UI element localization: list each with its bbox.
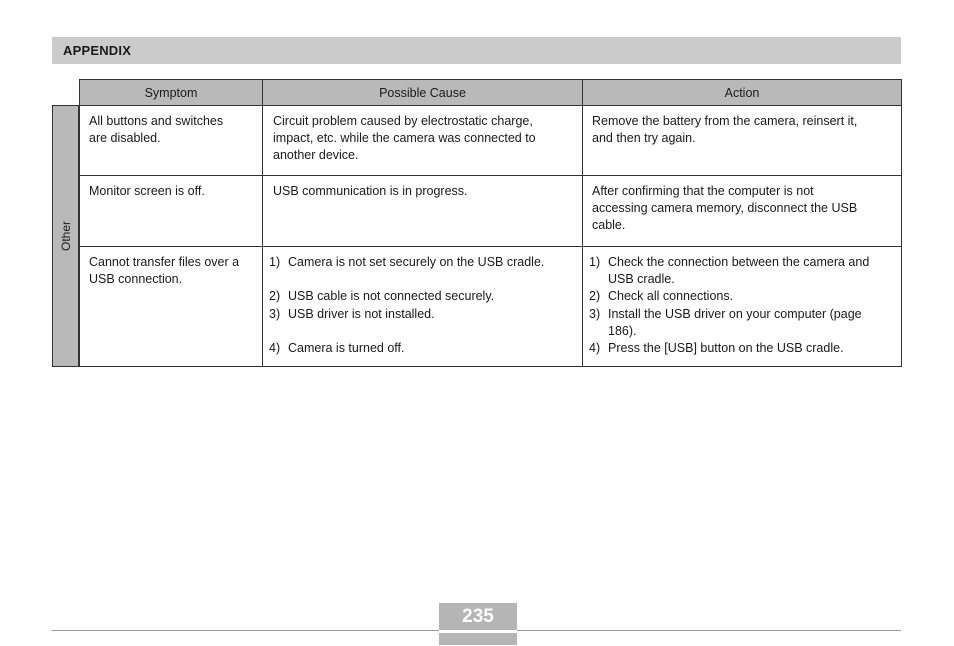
- list-item: [589, 340, 891, 357]
- category-label-text: Other: [58, 220, 73, 252]
- list-text: Press the [USB] button on the USB cradle.: [608, 341, 844, 356]
- header-possible-cause: Possible Cause: [263, 80, 583, 106]
- text-line: impact, etc. while the camera was connected to: [273, 131, 536, 146]
- page-number-badge: [439, 603, 517, 645]
- list-text: Install the USB driver on your computer (page 186).: [608, 306, 862, 338]
- list-item: [269, 306, 572, 323]
- list-number: 2): [589, 289, 601, 304]
- cause-cell: [263, 247, 583, 367]
- symptom-cell: [80, 176, 263, 247]
- action-cell: [583, 176, 902, 247]
- text-line: and then try again.: [592, 131, 696, 146]
- table-header-row: [80, 80, 902, 106]
- text-line: another device.: [273, 148, 359, 163]
- text-line: USB connection.: [89, 272, 183, 287]
- table-row: [80, 176, 902, 247]
- category-label: [52, 105, 79, 367]
- action-cell: [583, 247, 902, 367]
- header-action: Action: [583, 80, 902, 106]
- text-line: Cannot transfer files over a: [89, 255, 240, 269]
- list-item: [269, 254, 572, 271]
- list-item: [269, 340, 572, 357]
- list-text: USB driver is not installed.: [288, 306, 435, 321]
- text-line: Circuit problem caused by electrostatic charge,: [273, 114, 533, 128]
- cause-cell: [263, 106, 583, 176]
- text-line: Remove the battery from the camera, reinsert it,: [592, 114, 858, 128]
- text-line: USB communication is in progress.: [273, 184, 468, 198]
- list-number: 4): [589, 341, 601, 356]
- section-header: APPENDIX: [52, 37, 901, 64]
- text-line: are disabled.: [89, 131, 161, 146]
- text-line: Monitor screen is off.: [89, 184, 205, 198]
- list-item: [269, 288, 572, 305]
- list-number: 3): [589, 306, 601, 321]
- text-line: cable.: [592, 218, 626, 233]
- list-number: 4): [269, 340, 281, 355]
- list-text: Camera is turned off.: [288, 340, 405, 355]
- header-symptom: Symptom: [80, 80, 263, 106]
- table-row: [80, 106, 902, 176]
- text-line: After confirming that the computer is not: [592, 184, 814, 198]
- list-text: USB cable is not connected securely.: [288, 289, 495, 304]
- page-number: 235: [462, 606, 494, 627]
- list-number: 1): [269, 255, 281, 269]
- list-text: Camera is not set securely on the USB cradle.: [288, 255, 545, 269]
- list-text: Check the connection between the camera and USB cradle.: [608, 255, 870, 287]
- text-line: All buttons and switches: [89, 114, 224, 128]
- list-number: 3): [269, 306, 281, 321]
- symptom-cell: [80, 247, 263, 367]
- table-row: [80, 247, 902, 367]
- troubleshooting-table: [79, 79, 902, 367]
- list-item: [589, 288, 891, 305]
- list-number: 1): [589, 255, 601, 269]
- list-item: [589, 254, 891, 288]
- list-item: [589, 306, 891, 340]
- text-line: accessing camera memory, disconnect the USB: [592, 201, 858, 216]
- action-cell: [583, 106, 902, 176]
- list-text: Check all connections.: [608, 289, 734, 304]
- list-number: 2): [269, 289, 281, 304]
- cause-cell: [263, 176, 583, 247]
- symptom-cell: [80, 106, 263, 176]
